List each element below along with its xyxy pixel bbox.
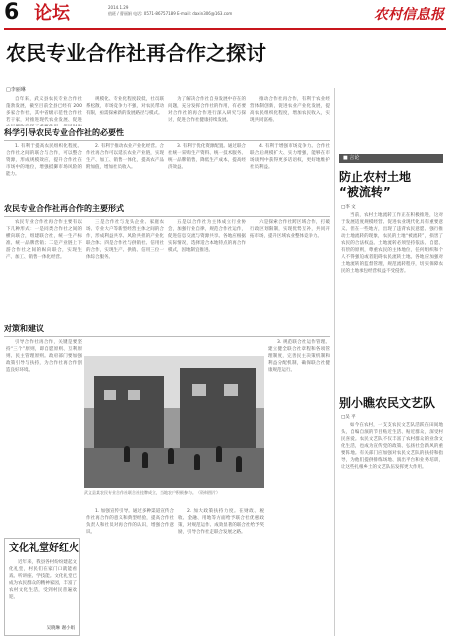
s3-paragraph-1: 引导合作社再合作，关键是要坚持“三个”原则，即自愿原则、互利原则、民主管理原则。政府部门要加强政策引导与扶持，为合作社再合作创造良好环境。 [6, 340, 82, 373]
page-number: 6 [4, 0, 20, 25]
news-photo [84, 356, 264, 488]
sidebar-byline-2: □吴 平 [341, 415, 356, 420]
editor-contact: 值班 / 曹丽娟 电话: 0571-86757189 E-mail: daxin306@163.com [108, 11, 233, 16]
intro-column-2 [86, 96, 164, 126]
s2-paragraph-3: 五是以合作社为主体成立行业协会，加强行业自律，规范合作社运作，促进信息交流与资源共享。各地应根据实际情况，选择适合本地特点的再合作模式，因地制宜推进。 [168, 220, 246, 253]
masthead [4, 2, 446, 30]
s2-paragraph-4: 六是探索合作社跨区域合作，打破行政区划限制，实现优势互补，共同开拓市场，提升区域农业整体竞争力。 [250, 220, 330, 239]
s1-paragraph-2: 2. 有利于推动农业产业化经营。合作社再合作可以延长农业产业链，实现生产、加工、销售一体化，提高农产品附加值，增加社员收入。 [86, 144, 164, 170]
photo-window [104, 390, 116, 400]
intro-column-1 [6, 96, 82, 126]
culture-hall-title: 文化礼堂好红火 [9, 543, 79, 554]
opinion-sidebar [334, 88, 446, 636]
photo-person [142, 452, 148, 468]
intro-column-4 [250, 96, 330, 126]
culture-hall-paragraph: 近年来，我县各村纷纷建起文化礼堂，村民们在家门口就能看戏、听讲座、学技能。文化礼堂已成为农民群众的精神家园，丰富了农村文化生活，受到村民普遍欢迎。 [9, 560, 77, 600]
section-heading-forms: 农民专业合作社再合作的主要形式 [4, 204, 124, 213]
s2-paragraph-1: 农民专业合作社再合作主要有以下几种形式：一是同类合作社之间的横向联合，组建联合社，统一生产标准、统一品牌营销；二是产业链上下游合作社之间的纵向联合，实现生产、加工、销售一体化经营。 [6, 220, 82, 260]
s3-paragraph-2: 1. 加强宣传引导。通过多种渠道宣传合作社再合作的意义和典型经验，提高合作社负责人和社员对再合作的认识，增强合作意识。 [86, 509, 174, 535]
s2-column-3 [168, 219, 246, 319]
s2-paragraph-2: 三是合作社与龙头企业、家庭农场、专业大户等新型经营主体之间的合作，形成利益共享、风险共担的产业化联合体；四是合作社与供销社、信用社的合作，实现生产、供销、信用三位一体综合服务。 [86, 220, 164, 260]
photo-building-right [180, 368, 256, 448]
s1-column-4 [250, 143, 330, 199]
s3-column-3 [178, 508, 264, 636]
s2-column-1 [6, 219, 82, 319]
sidebar-article-2 [341, 422, 443, 632]
article-byline: □李丽琳 [6, 87, 26, 93]
sidebar-paragraph-1: 当前，农村土地流转工作正在积极推进，这对于发展适度规模经营、促进农业现代化具有重要意义。但在一些地方，出现了违背农民意愿、强行推动土地流转的现象，农民的土地“被流转”，损害了农民的合法权益。土地流转必须坚持依法、自愿、有偿的原则，尊重农民的主体地位，任何组织和个人不得强迫或者阻碍农民流转土地。各地应加强对土地流转的监督管理，规范流转程序，切实保障农民的土地承包经营权益不受侵害。 [341, 213, 443, 274]
photo-person [194, 454, 200, 470]
s3-paragraph-4: 3. 规范联合社运作管理。建立健全联合社章程和各项管理制度，完善民主决策机制和利益分配机制，确保联合社健康规范运行。 [268, 340, 330, 373]
photo-person [168, 448, 174, 464]
intro-paragraph-2: 规模化、专业化程度较低，社员联系松散，市场竞争力不强，对农民带动有限，亟需探索新的发展路径与模式。 [86, 97, 164, 116]
culture-hall-box [4, 538, 80, 636]
section-name: 论坛 [34, 3, 70, 24]
photo-caption: 武义县某农民专业合作社联合社挂牌成立，当地农户积极参与。（资料图片） [84, 490, 220, 495]
photo-person [216, 446, 222, 462]
photo-window [128, 390, 140, 400]
issue-date: 2014.1.29 [108, 5, 129, 10]
sidebar-title-line-2: “被流转” [339, 185, 391, 199]
sidebar-title-2: 别小瞧农民文艺队 [339, 396, 436, 410]
intro-paragraph-4: 推动合作社再合作，有利于农业经营体制创新，促进农业产业化发展，提高农民组织化程度，增加农民收入，实现共同富裕。 [250, 97, 330, 123]
s3-paragraph-3: 2. 加大政策扶持力度。在财政、税收、金融、用地等方面给予联合社优惠政策，对规范运作、成效显著的联合社给予奖励，引导合作社走联合发展之路。 [178, 509, 264, 535]
sidebar-tag: ■ 言论 [339, 154, 443, 163]
s1-column-2 [86, 143, 164, 199]
sidebar-byline-1: □李 文 [341, 205, 356, 210]
photo-window [192, 384, 206, 396]
section-divider [4, 216, 330, 217]
intro-column-3 [168, 96, 246, 126]
culture-hall-body [9, 559, 77, 619]
masthead-meta [108, 5, 232, 17]
s3-column-4 [268, 339, 330, 529]
photo-window [224, 384, 238, 396]
s3-column-2 [86, 508, 174, 636]
s1-column-1 [6, 143, 82, 199]
intro-paragraph-3: 为了解决合作社自身发展中存在的问题，充分发挥合作社的作用，有必要对合作社的再合作进行深入研究与探讨，促进合作社健康持续发展。 [168, 97, 246, 123]
paper-name: 农村信息报 [374, 7, 444, 23]
s1-paragraph-1: 1. 有利于提高农民组织化程度。合作社之间的联合与合作，可以整合资源，形成规模效应，提升合作社在市场中的地位，增强抵御市场风险的能力。 [6, 144, 82, 177]
s2-column-4 [250, 219, 330, 319]
sidebar-article-1 [341, 212, 443, 390]
photo-person [236, 456, 242, 472]
photo-person [124, 446, 130, 462]
s2-column-2 [86, 219, 164, 319]
section-heading-suggestions: 对策和建议 [4, 324, 44, 333]
culture-hall-author: 吴晓琳 谢小娟 [46, 626, 75, 631]
article-headline: 农民专业合作社再合作之探讨 [6, 41, 266, 65]
s1-paragraph-4: 4. 有利于增强市场竞争力。合作社联合后规模扩大、实力增强，能够在市场谈判中获得更多话语权，更好地维护社员利益。 [250, 144, 330, 170]
photo-building-left [94, 376, 164, 448]
section-divider [4, 140, 330, 141]
s1-paragraph-3: 3. 有利于优化资源配置。通过联合社统一采购生产资料、统一技术服务、统一品牌销售，降低生产成本，提高经济效益。 [168, 144, 246, 170]
intro-paragraph: 自年来，武义县农民专业合作社蓬勃发展，截至目前全县已经有 200 多家合作社，其中省级示范性合作社若干家，对推进现代农业发展、促进 [6, 97, 82, 123]
sidebar-title-line-1: 防止农村土地 [339, 170, 412, 184]
s3-column-1 [6, 339, 82, 529]
section-divider [4, 336, 330, 337]
s1-column-3 [168, 143, 246, 199]
sidebar-paragraph-2: 如今在农村，一支支农民文艺队活跃在田间地头，自编自演的节目贴近生活、贴近群众，深受村民喜爱。农民文艺队不仅丰富了农村群众的业余文化生活，也成为宣传党的政策、弘扬社会新风的重要阵地。有关部门应加强对农民文艺队的扶持和指导，为他们提供排练场地、演出平台和业务培训，让这些扎根乡土的文艺队伍发挥更大作用。 [341, 423, 443, 470]
section-heading-necessity: 科学引导农民专业合作社的必要性 [4, 128, 124, 137]
